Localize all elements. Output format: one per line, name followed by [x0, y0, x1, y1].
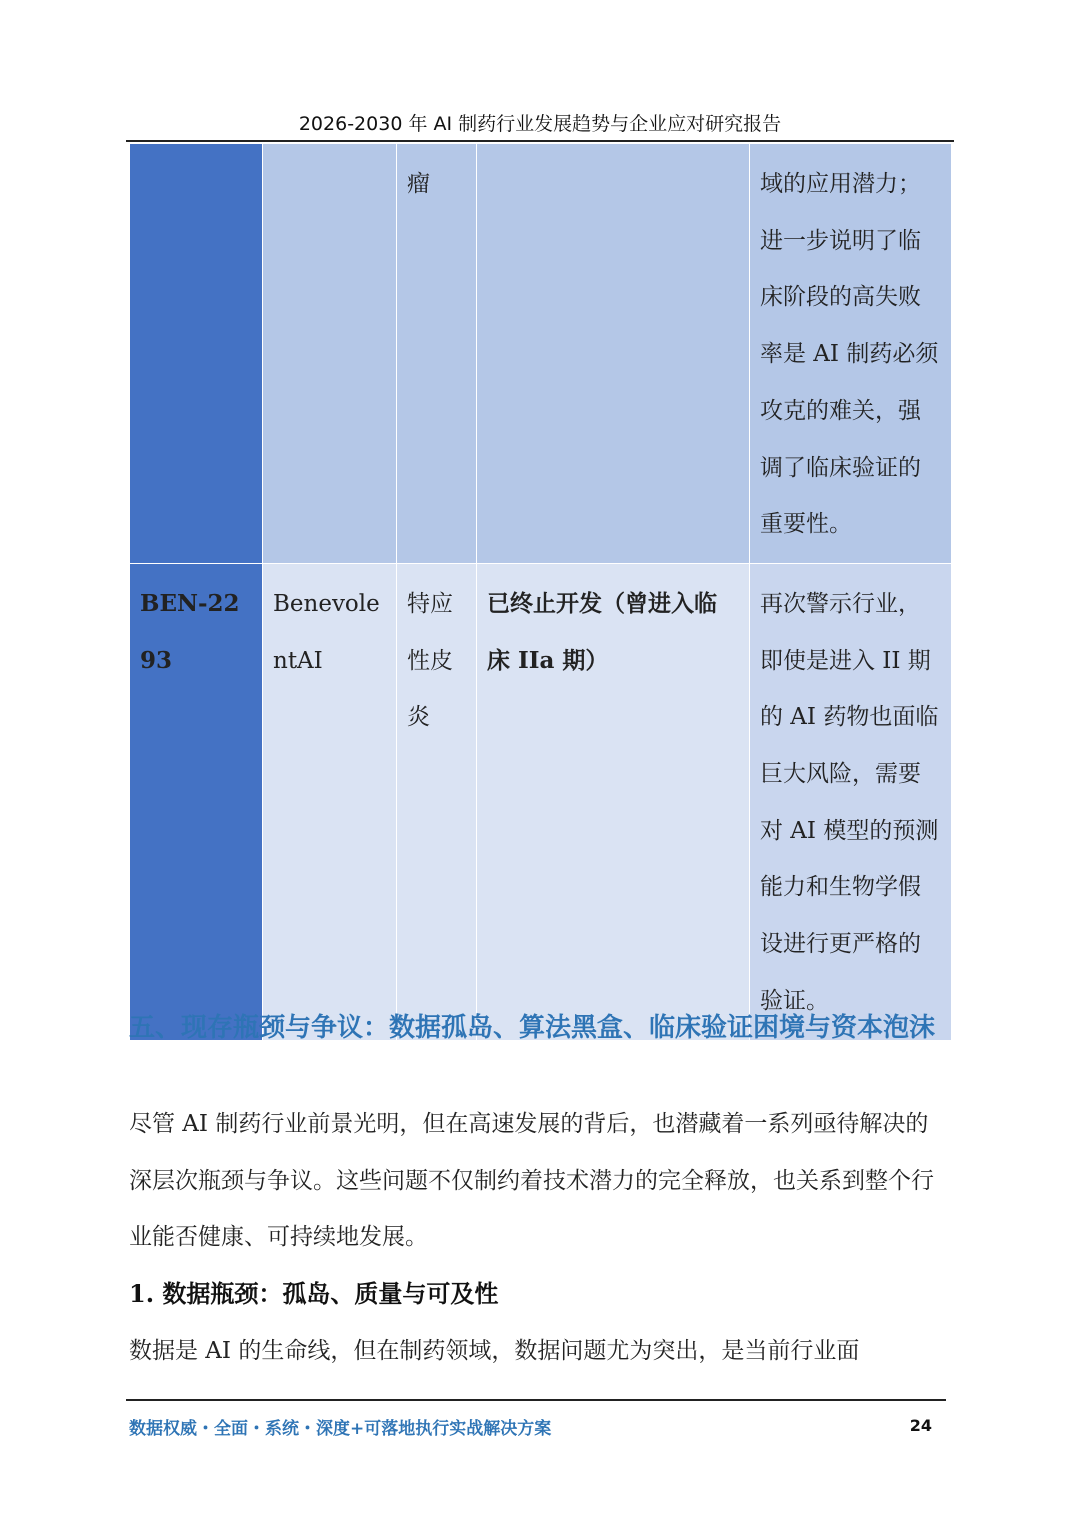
- drug-id-cell: BEN-2293: [130, 563, 263, 1040]
- footer-divider: [126, 1399, 946, 1401]
- subsection-heading: 1. 数据瓶颈：孤岛、质量与可及性: [129, 1279, 499, 1308]
- ai-drug-table: [129, 143, 952, 1041]
- table-row: [130, 144, 952, 564]
- section-heading: 五、现存瓶颈与争议：数据孤岛、算法黑盒、临床验证困境与资本泡沫: [129, 1013, 936, 1043]
- header-divider: [126, 140, 954, 142]
- page-number: 24: [909, 1416, 932, 1435]
- body-paragraph: 数据是 AI 的生命线，但在制药领域，数据问题尤为突出，是当前行业面: [129, 1338, 860, 1364]
- drug-id-cell: [130, 144, 263, 564]
- company-cell: [263, 144, 397, 564]
- footer-slogan: 数据权威・全面・系统・深度+可落地执行实战解决方案: [129, 1419, 552, 1439]
- indication-cell: 特应性皮炎: [397, 563, 477, 1040]
- implication-cell: 再次警示行业，即使是进入 II 期的 AI 药物也面临巨大风险，需要对 AI 模型的预测能力和生物学假设进行更严格的验证。: [750, 563, 952, 1040]
- status-cell: [477, 144, 750, 564]
- company-cell: BenevolentAI: [263, 563, 397, 1040]
- implication-cell: 域的应用潜力；进一步说明了临床阶段的高失败率是 AI 制药必须攻克的难关，强调了临床验证的重要性。: [750, 144, 952, 564]
- intro-paragraph: 尽管 AI 制药行业前景光明，但在高速发展的背后，也潜藏着一系列亟待解决的深层次瓶颈与争议。这些问题不仅制约着技术潜力的完全释放，也关系到整个行业能否健康、可持续地发展。: [129, 1111, 934, 1251]
- status-cell: 已终止开发（曾进入临床 IIa 期）: [477, 563, 750, 1040]
- table-row: [130, 563, 952, 1040]
- report-title: 2026-2030 年 AI 制药行业发展趋势与企业应对研究报告: [298, 113, 782, 135]
- indication-cell: 瘤: [397, 144, 477, 564]
